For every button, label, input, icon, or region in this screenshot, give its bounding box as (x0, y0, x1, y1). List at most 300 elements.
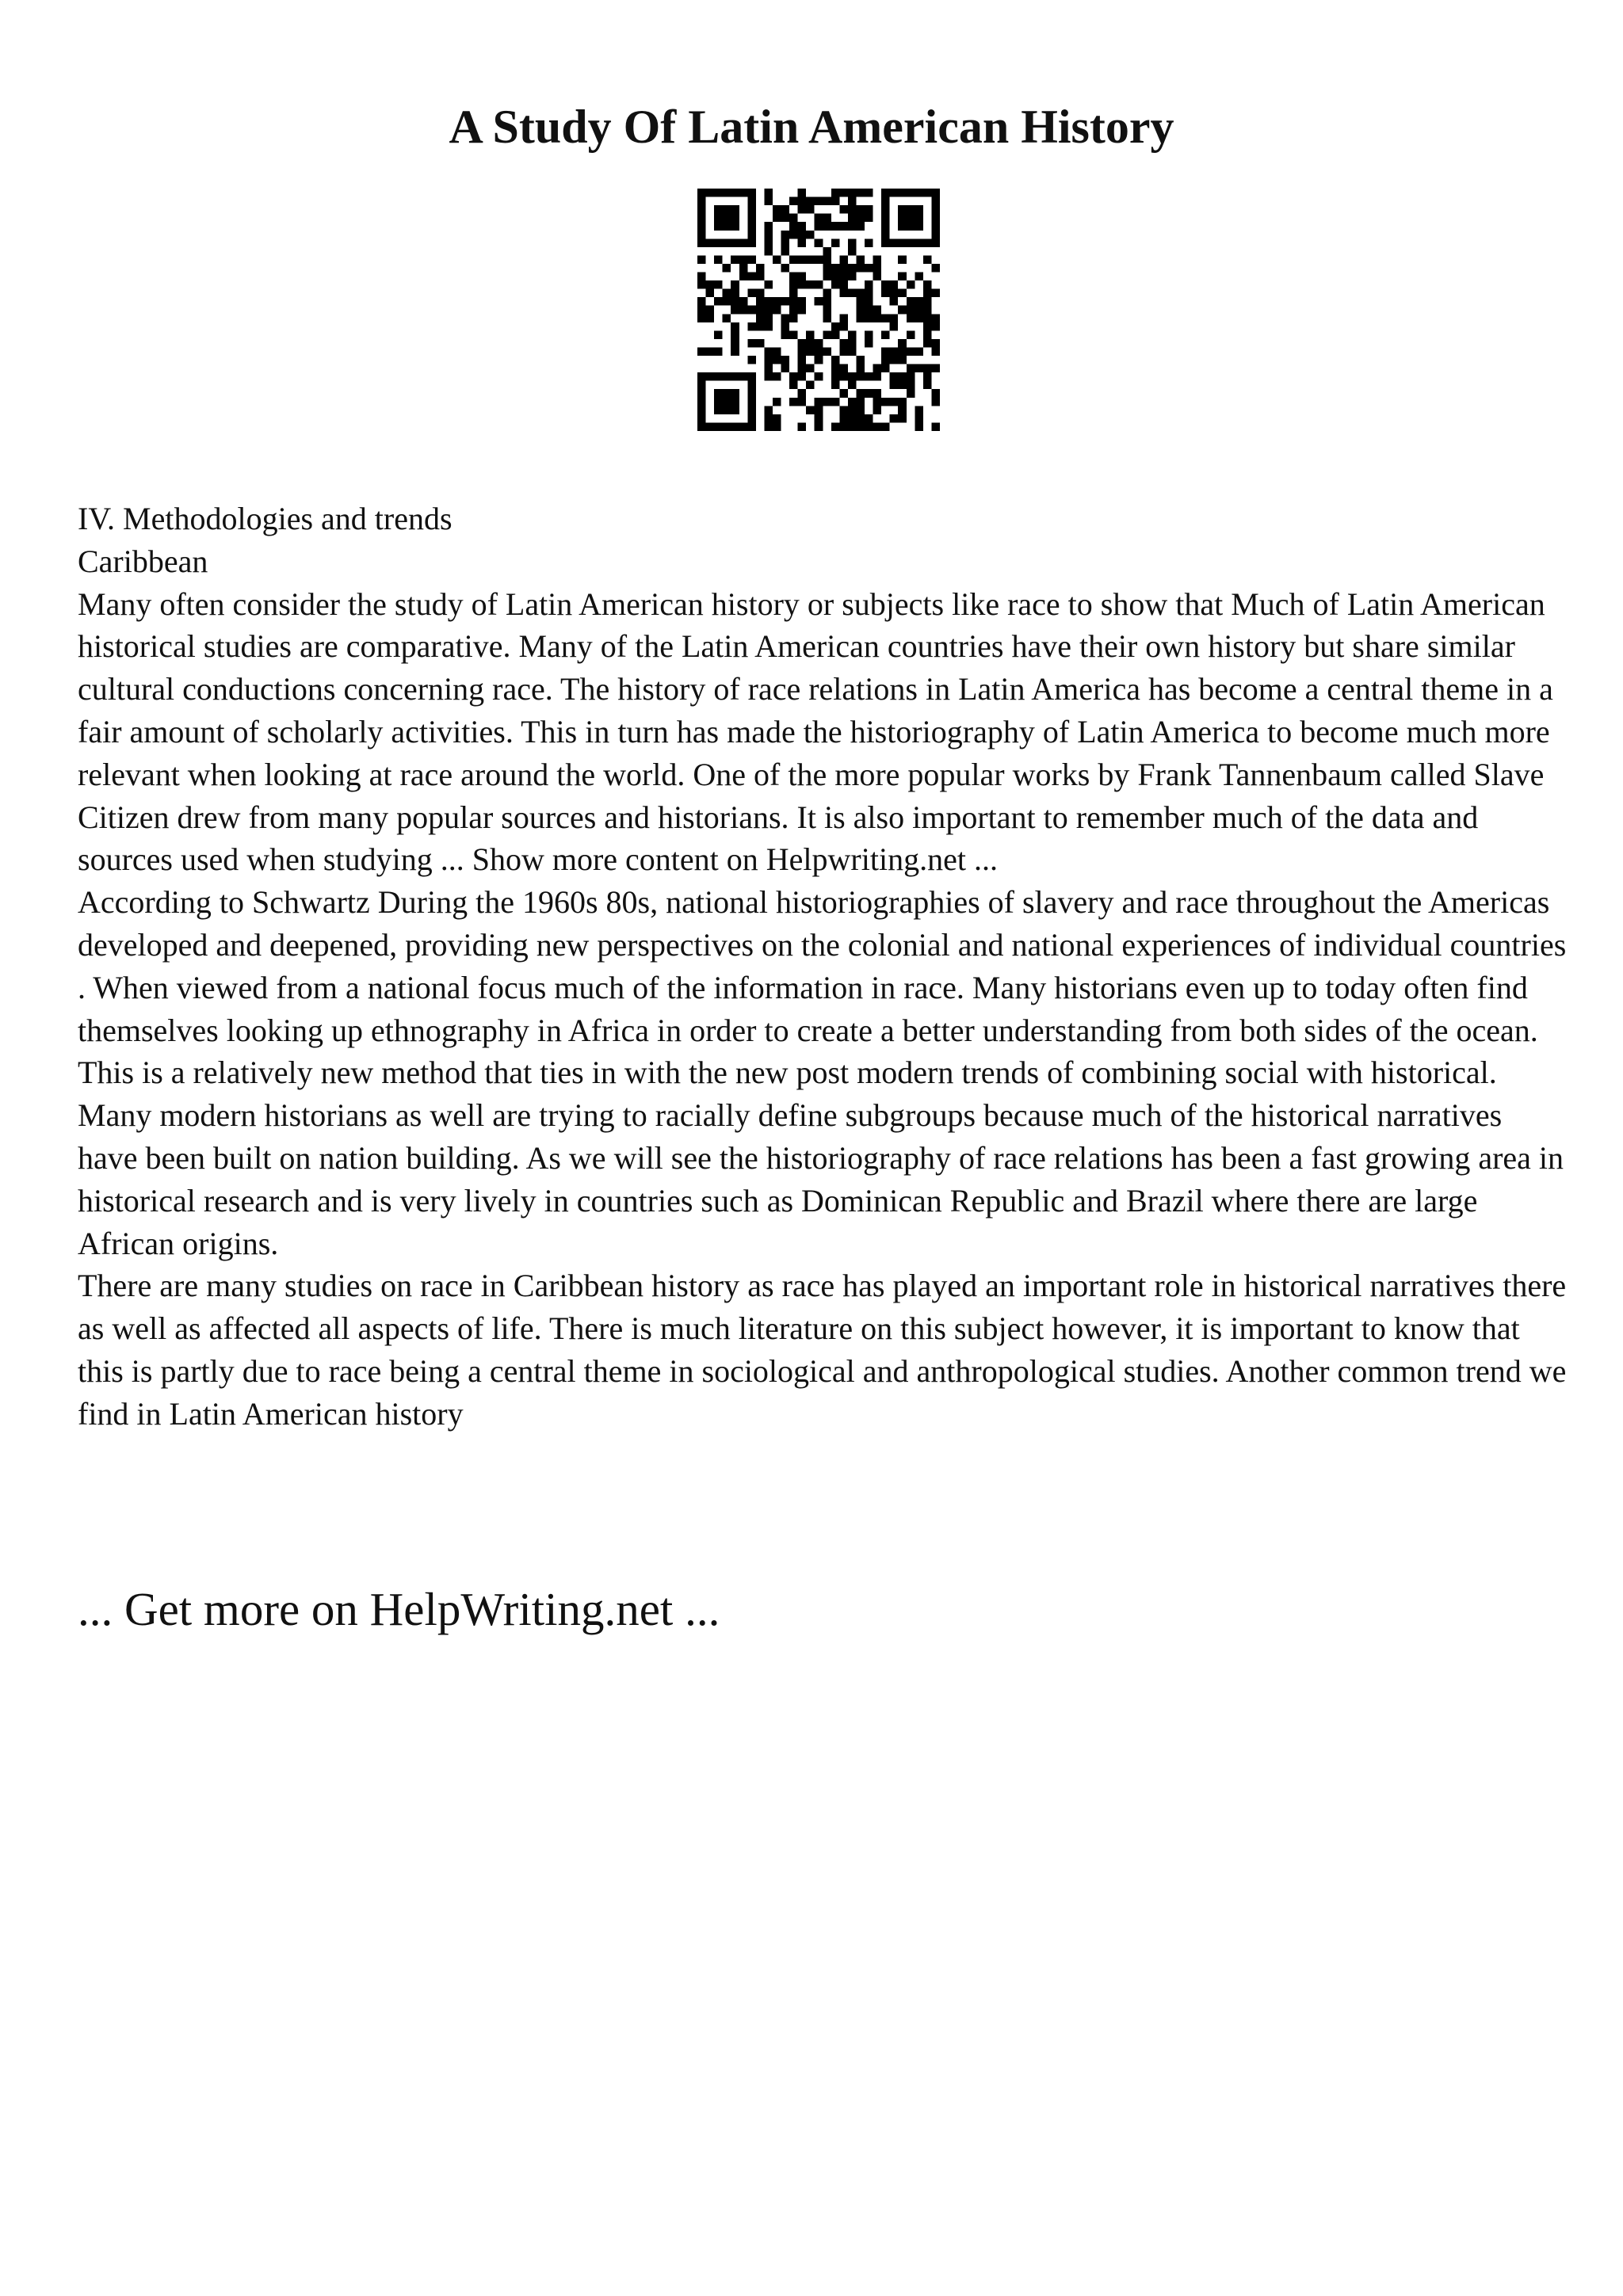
qr-module (823, 347, 831, 356)
qr-module (697, 347, 706, 356)
qr-module (873, 422, 882, 431)
get-more-link[interactable]: ... Get more on HelpWriting.net ... (78, 1583, 720, 1635)
qr-module (839, 422, 848, 431)
qr-module (856, 414, 865, 423)
qr-module (873, 255, 882, 264)
qr-module (865, 414, 873, 423)
qr-module (915, 314, 923, 322)
qr-module (848, 406, 857, 414)
qr-module (823, 398, 831, 406)
qr-module (815, 356, 823, 364)
qr-module (798, 273, 807, 281)
qr-code-graphic (697, 189, 940, 431)
qr-module (789, 381, 798, 390)
qr-module (723, 406, 731, 414)
qr-module (848, 205, 857, 214)
subheading: Caribbean (78, 543, 208, 579)
qr-module (831, 222, 840, 231)
qr-module (697, 306, 706, 315)
qr-module (907, 238, 915, 247)
qr-module (873, 364, 882, 373)
qr-module (789, 330, 798, 339)
qr-module (723, 222, 731, 231)
qr-module (898, 398, 907, 406)
qr-module (881, 231, 890, 239)
qr-module (764, 197, 773, 206)
qr-module (806, 197, 815, 206)
qr-module (907, 189, 915, 197)
qr-module (848, 189, 857, 197)
qr-module (915, 297, 923, 306)
qr-module (839, 264, 848, 273)
qr-module (764, 238, 773, 247)
qr-module (789, 280, 798, 289)
qr-module (747, 414, 756, 423)
qr-module (706, 238, 715, 247)
qr-module (764, 297, 773, 306)
qr-module (856, 255, 865, 264)
qr-module (823, 214, 831, 223)
qr-module (923, 289, 932, 298)
qr-module (756, 264, 765, 273)
qr-module (806, 231, 815, 239)
qr-module (881, 314, 890, 322)
qr-module (898, 372, 907, 381)
qr-module (931, 214, 940, 223)
qr-module (856, 372, 865, 381)
qr-module (747, 389, 756, 398)
qr-module (923, 255, 932, 264)
qr-module (723, 422, 731, 431)
qr-module (815, 197, 823, 206)
qr-module (714, 189, 723, 197)
qr-module (723, 189, 731, 197)
qr-module (881, 398, 890, 406)
qr-module (723, 214, 731, 223)
qr-module (773, 255, 781, 264)
paragraph-2: According to Schwartz During the 1960s 80s, national historiographies of slavery and race throughout the Americas developed and deepened, providing new perspectives on the colonial and national experiences of individual countries . When viewed from a national focus much of the information in race. Many historians even up to today often find themselves looking up ethnography in Africa in order to create a better understanding from both sides of the ocean. This is a relatively new method that ties in with the new post modern trends of combining social with historical. Many modern historians as well are trying to racially define subgroups because much of the historical narratives have been built on nation building. As we will see the historiography of race relations has been a fast growing area in historical research and is very lively in countries such as Dominican Republic and Brazil where there are large African origins. (78, 884, 1567, 1261)
qr-module (931, 222, 940, 231)
qr-module (931, 339, 940, 348)
qr-module (823, 273, 831, 281)
qr-module (714, 389, 723, 398)
qr-module (923, 381, 932, 390)
qr-module (747, 356, 756, 364)
qr-module (789, 314, 798, 322)
qr-module (881, 364, 890, 373)
qr-module (839, 205, 848, 214)
qr-module (856, 314, 865, 322)
qr-module (764, 422, 773, 431)
qr-module (714, 238, 723, 247)
article-body (78, 498, 1568, 1436)
qr-module (798, 297, 807, 306)
qr-module (697, 222, 706, 231)
qr-module (931, 398, 940, 406)
qr-module (747, 231, 756, 239)
qr-module (931, 264, 940, 273)
qr-module (773, 306, 781, 315)
qr-module (839, 364, 848, 373)
qr-module (706, 189, 715, 197)
qr-module (739, 264, 748, 273)
qr-module (931, 347, 940, 356)
qr-module (697, 414, 706, 423)
qr-module (915, 214, 923, 223)
qr-module (781, 205, 790, 214)
qr-module (873, 406, 882, 414)
qr-module (898, 339, 907, 348)
qr-module (890, 189, 899, 197)
qr-module (915, 347, 923, 356)
qr-module (856, 189, 865, 197)
qr-module (789, 297, 798, 306)
qr-module (731, 222, 739, 231)
qr-module (714, 398, 723, 406)
qr-module (831, 197, 840, 206)
qr-module (848, 330, 857, 339)
qr-module (815, 414, 823, 423)
qr-module (706, 280, 715, 289)
qr-module (747, 273, 756, 281)
qr-module (915, 422, 923, 431)
qr-module (798, 356, 807, 364)
qr-module (898, 306, 907, 315)
qr-module (931, 238, 940, 247)
qr-module (781, 330, 790, 339)
qr-module (815, 406, 823, 414)
qr-module (764, 372, 773, 381)
qr-module (848, 197, 857, 206)
qr-module (839, 372, 848, 381)
qr-module (806, 205, 815, 214)
qr-module (747, 289, 756, 298)
qr-module (806, 347, 815, 356)
qr-module (789, 306, 798, 315)
qr-module (848, 247, 857, 256)
qr-module (739, 189, 748, 197)
qr-module (806, 381, 815, 390)
qr-module (923, 238, 932, 247)
qr-module (898, 273, 907, 281)
qr-module (831, 322, 840, 331)
qr-module (898, 222, 907, 231)
qr-module (931, 322, 940, 331)
qr-module (747, 197, 756, 206)
qr-module (907, 222, 915, 231)
qr-module (839, 280, 848, 289)
qr-module (823, 289, 831, 298)
qr-module (706, 422, 715, 431)
qr-module (723, 389, 731, 398)
qr-module (764, 314, 773, 322)
qr-module (907, 297, 915, 306)
qr-module (831, 381, 840, 390)
qr-module (773, 205, 781, 214)
qr-module (890, 381, 899, 390)
qr-module (798, 364, 807, 373)
qr-module (839, 222, 848, 231)
qr-module (923, 314, 932, 322)
qr-module (815, 372, 823, 381)
qr-module (815, 214, 823, 223)
qr-module (923, 372, 932, 381)
qr-module (789, 398, 798, 406)
qr-module (915, 364, 923, 373)
section-heading: IV. Methodologies and trends (78, 501, 453, 536)
qr-module (731, 339, 739, 348)
qr-module (881, 222, 890, 231)
qr-module (839, 255, 848, 264)
qr-module (773, 297, 781, 306)
qr-module (815, 255, 823, 264)
qr-module (739, 255, 748, 264)
qr-module (823, 297, 831, 306)
qr-module (931, 314, 940, 322)
qr-module (907, 306, 915, 315)
qr-module (764, 280, 773, 289)
page-title: A Study Of Latin American History (449, 101, 1174, 153)
qr-module (798, 306, 807, 315)
qr-module (697, 406, 706, 414)
qr-module (723, 372, 731, 381)
qr-module (865, 189, 873, 197)
qr-module (907, 364, 915, 373)
qr-module (856, 389, 865, 398)
qr-module (815, 280, 823, 289)
qr-module (731, 347, 739, 356)
qr-module (789, 231, 798, 239)
qr-module (697, 389, 706, 398)
qr-module (697, 381, 706, 390)
qr-module (756, 314, 765, 322)
paragraph-1: Many often consider the study of Latin American history or subjects like race to show that Much of Latin American historical studies are comparative. Many of the Latin American countries have their own history but share similar cultural conductions concerning race. The history of race relations in Latin America has become a central theme in a fair amount of scholarly activities. This in turn has made the historiography of Latin America to become much more relevant when looking at race around the world. One of the more popular works by Frank Tannenbaum called Slave Citizen drew from many popular sources and historians. It is also important to remember much of the data and sources used when studying ... Show more content on Helpwriting.net ... (78, 585, 1553, 878)
qr-module (815, 347, 823, 356)
qr-module (789, 197, 798, 206)
qr-module (815, 222, 823, 231)
qr-module (898, 414, 907, 423)
qr-module (781, 297, 790, 306)
qr-module (823, 247, 831, 256)
qr-module (898, 214, 907, 223)
qr-module (731, 255, 739, 264)
qr-module (714, 330, 723, 339)
qr-module (831, 280, 840, 289)
qr-module (881, 330, 890, 339)
qr-module (856, 406, 865, 414)
qr-module (831, 364, 840, 373)
qr-module (873, 314, 882, 322)
qr-module (848, 347, 857, 356)
qr-module (697, 297, 706, 306)
qr-module (747, 322, 756, 331)
qr-module (723, 297, 731, 306)
qr-module (881, 238, 890, 247)
qr-module (706, 314, 715, 322)
qr-module (781, 247, 790, 256)
qr-module (747, 255, 756, 264)
qr-module (764, 364, 773, 373)
qr-module (731, 205, 739, 214)
qr-module (915, 238, 923, 247)
qr-module (881, 197, 890, 206)
qr-module (764, 247, 773, 256)
qr-module (798, 255, 807, 264)
qr-module (789, 273, 798, 281)
qr-module (931, 231, 940, 239)
qr-module (773, 347, 781, 356)
qr-module (831, 372, 840, 381)
qr-module (848, 214, 857, 223)
qr-module (697, 372, 706, 381)
qr-module (890, 297, 899, 306)
qr-module (931, 422, 940, 431)
qr-module (764, 406, 773, 414)
qr-module (931, 364, 940, 373)
qr-module (764, 222, 773, 231)
qr-module (764, 189, 773, 197)
qr-module (731, 389, 739, 398)
qr-module (756, 322, 765, 331)
qr-module (747, 306, 756, 315)
qr-module (881, 205, 890, 214)
qr-module (789, 214, 798, 223)
qr-module (747, 422, 756, 431)
qr-module (714, 372, 723, 381)
qr-module (789, 289, 798, 298)
qr-module (931, 289, 940, 298)
qr-module (831, 422, 840, 431)
qr-module (714, 347, 723, 356)
qr-module (739, 273, 748, 281)
qr-module (731, 422, 739, 431)
qr-module (773, 414, 781, 423)
qr-module (739, 238, 748, 247)
qr-module (747, 205, 756, 214)
qr-module (865, 280, 873, 289)
qr-module (923, 339, 932, 348)
qr-module (831, 264, 840, 273)
qr-module (931, 205, 940, 214)
qr-module (831, 238, 840, 247)
qr-module (773, 356, 781, 364)
qr-module (723, 264, 731, 273)
qr-module (723, 289, 731, 298)
qr-module (865, 306, 873, 315)
qr-module (907, 381, 915, 390)
qr-module (739, 297, 748, 306)
qr-module (756, 297, 765, 306)
qr-module (723, 205, 731, 214)
qr-module (907, 347, 915, 356)
qr-module (881, 347, 890, 356)
qr-module (714, 406, 723, 414)
qr-module (731, 406, 739, 414)
qr-module (714, 214, 723, 223)
qr-module (806, 406, 815, 414)
qr-module (697, 273, 706, 281)
qr-module (907, 372, 915, 381)
qr-module (798, 389, 807, 398)
qr-module (697, 314, 706, 322)
qr-module (865, 289, 873, 298)
qr-module (731, 289, 739, 298)
qr-module (764, 231, 773, 239)
qr-module (697, 422, 706, 431)
qr-module (898, 238, 907, 247)
qr-module (931, 389, 940, 398)
qr-module (865, 238, 873, 247)
qr-module (798, 339, 807, 348)
qr-module (856, 297, 865, 306)
qr-module (798, 398, 807, 406)
qr-module (923, 330, 932, 339)
qr-module (915, 273, 923, 281)
qr-module (731, 280, 739, 289)
qr-module (923, 364, 932, 373)
qr-module (856, 398, 865, 406)
qr-module (697, 197, 706, 206)
qr-module (898, 255, 907, 264)
qr-module (773, 398, 781, 406)
qr-module (907, 330, 915, 339)
qr-module (697, 238, 706, 247)
qr-module (798, 372, 807, 381)
qr-module (731, 238, 739, 247)
qr-module (747, 339, 756, 348)
qr-module (747, 398, 756, 406)
qr-module (839, 273, 848, 281)
qr-module (764, 414, 773, 423)
qr-module (881, 189, 890, 197)
qr-module (890, 372, 899, 381)
qr-module (915, 306, 923, 315)
qr-module (890, 314, 899, 322)
qr-module (865, 422, 873, 431)
qr-module (764, 356, 773, 364)
qr-module (764, 347, 773, 356)
qr-module (923, 322, 932, 331)
qr-module (848, 289, 857, 298)
qr-module (923, 297, 932, 306)
qr-module (848, 414, 857, 423)
qr-module (823, 255, 831, 264)
qr-module (907, 389, 915, 398)
qr-module (781, 314, 790, 322)
qr-module (723, 238, 731, 247)
qr-module (789, 372, 798, 381)
qr-module (890, 238, 899, 247)
qr-module (798, 238, 807, 247)
qr-module (773, 214, 781, 223)
qr-module (873, 264, 882, 273)
qr-module (798, 347, 807, 356)
qr-module (839, 339, 848, 348)
qr-module (723, 314, 731, 322)
qr-module (873, 398, 882, 406)
qr-module (898, 205, 907, 214)
qr-module (739, 306, 748, 315)
qr-module (781, 356, 790, 364)
qr-module (806, 364, 815, 373)
qr-module (898, 406, 907, 414)
qr-module (706, 306, 715, 315)
qr-module (839, 289, 848, 298)
qr-module (781, 214, 790, 223)
qr-module (831, 273, 840, 281)
qr-module (806, 280, 815, 289)
paragraph-3: There are many studies on race in Caribbean history as race has played an important role in historical narratives there as well as affected all aspects of life. There is much literature on this subject however, it is important to know that this is partly due to race being a central theme in sociological and anthropological studies. Another common trend we find in Latin American history (78, 1268, 1567, 1432)
